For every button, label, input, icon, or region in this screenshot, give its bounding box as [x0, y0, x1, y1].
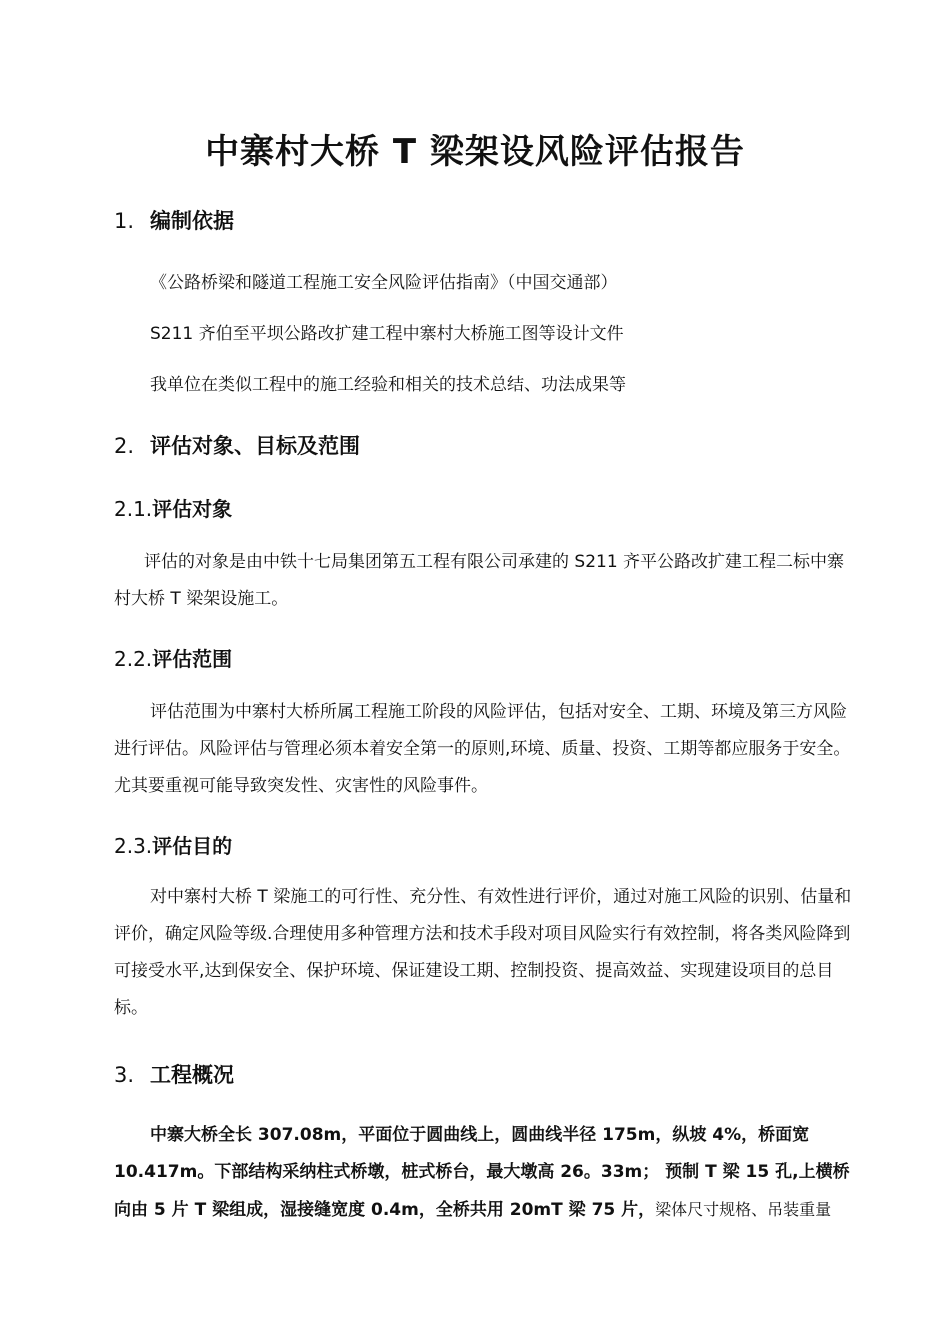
section-2-2-body: 评估范围为中寨村大桥所属工程施工阶段的风险评估，包括对安全、工期、环境及第三方风险进行评估。风险评估与管理必须本着安全第一的原则,环境、质量、投资、工期等都应服务于安全。尤其要重视可能导致突发性、灾害性的风险事件。: [114, 702, 851, 796]
section-1-heading: [114, 205, 234, 235]
section-2-2-heading: [114, 643, 232, 672]
section-2-3-body: 对中寨村大桥 T 梁施工的可行性、充分性、有效性进行评价，通过对施工风险的识别、估量和评价，确定风险等级.合理使用多种管理方法和技术手段对项目风险实行有效控制，将各类风险降到可接受水平,达到保安全、保护环境、保证建设工期、控制投资、提高效益、实现建设项目的总目标。: [114, 887, 852, 1018]
reference-item: 《公路桥梁和隧道工程施工安全风险评估指南》（中国交通部）: [150, 273, 618, 293]
section-2-1-body: 评估的对象是由中铁十七局集团第五工程有限公司承建的 S211 齐平公路改扩建工程二标中寨村大桥 T 梁架设施工。: [114, 552, 845, 609]
section-title: 评估对象、目标及范围: [150, 434, 361, 458]
section-title: 编制依据: [150, 209, 235, 233]
section-number: 1.: [114, 209, 135, 233]
section-title: 工程概况: [150, 1063, 235, 1087]
section-3-body-bold: 中寨大桥全长 307.08m，平面位于圆曲线上，圆曲线半径 175m，纵坡 4%，桥面宽 10.417m。下部结构采纳柱式桥墩，桩式桥台，最大墩高 26。33m； 预制 T 梁 15 孔,上横桥向由 5 片 T 梁组成，湿接缝宽度 0.4m，全桥共用 20mT 梁 75 片，: [114, 1125, 850, 1220]
section-3-heading: [114, 1059, 234, 1089]
reference-item: 我单位在类似工程中的施工经验和相关的技术总结、功法成果等: [150, 375, 626, 395]
section-title: 评估范围: [152, 647, 233, 671]
document-title: 中寨村大桥 T 梁架设风险评估报告: [205, 132, 745, 172]
section-number: 2.1.: [114, 497, 153, 521]
section-title: 评估目的: [152, 834, 233, 858]
reference-item: S211 齐伯至平坝公路改扩建工程中寨村大桥施工图等设计文件: [150, 324, 624, 344]
section-3-body-regular: 梁体尺寸规格、吊装重量: [655, 1200, 832, 1219]
section-number: 2.2.: [114, 647, 153, 671]
section-2-3-heading: [114, 830, 232, 859]
section-2-1-heading: [114, 493, 232, 522]
section-number: 3.: [114, 1063, 135, 1087]
section-number: 2.: [114, 434, 135, 458]
section-3-body: [114, 1117, 860, 1229]
section-2-heading: [114, 430, 360, 460]
section-number: 2.3.: [114, 834, 153, 858]
section-title: 评估对象: [152, 497, 233, 521]
